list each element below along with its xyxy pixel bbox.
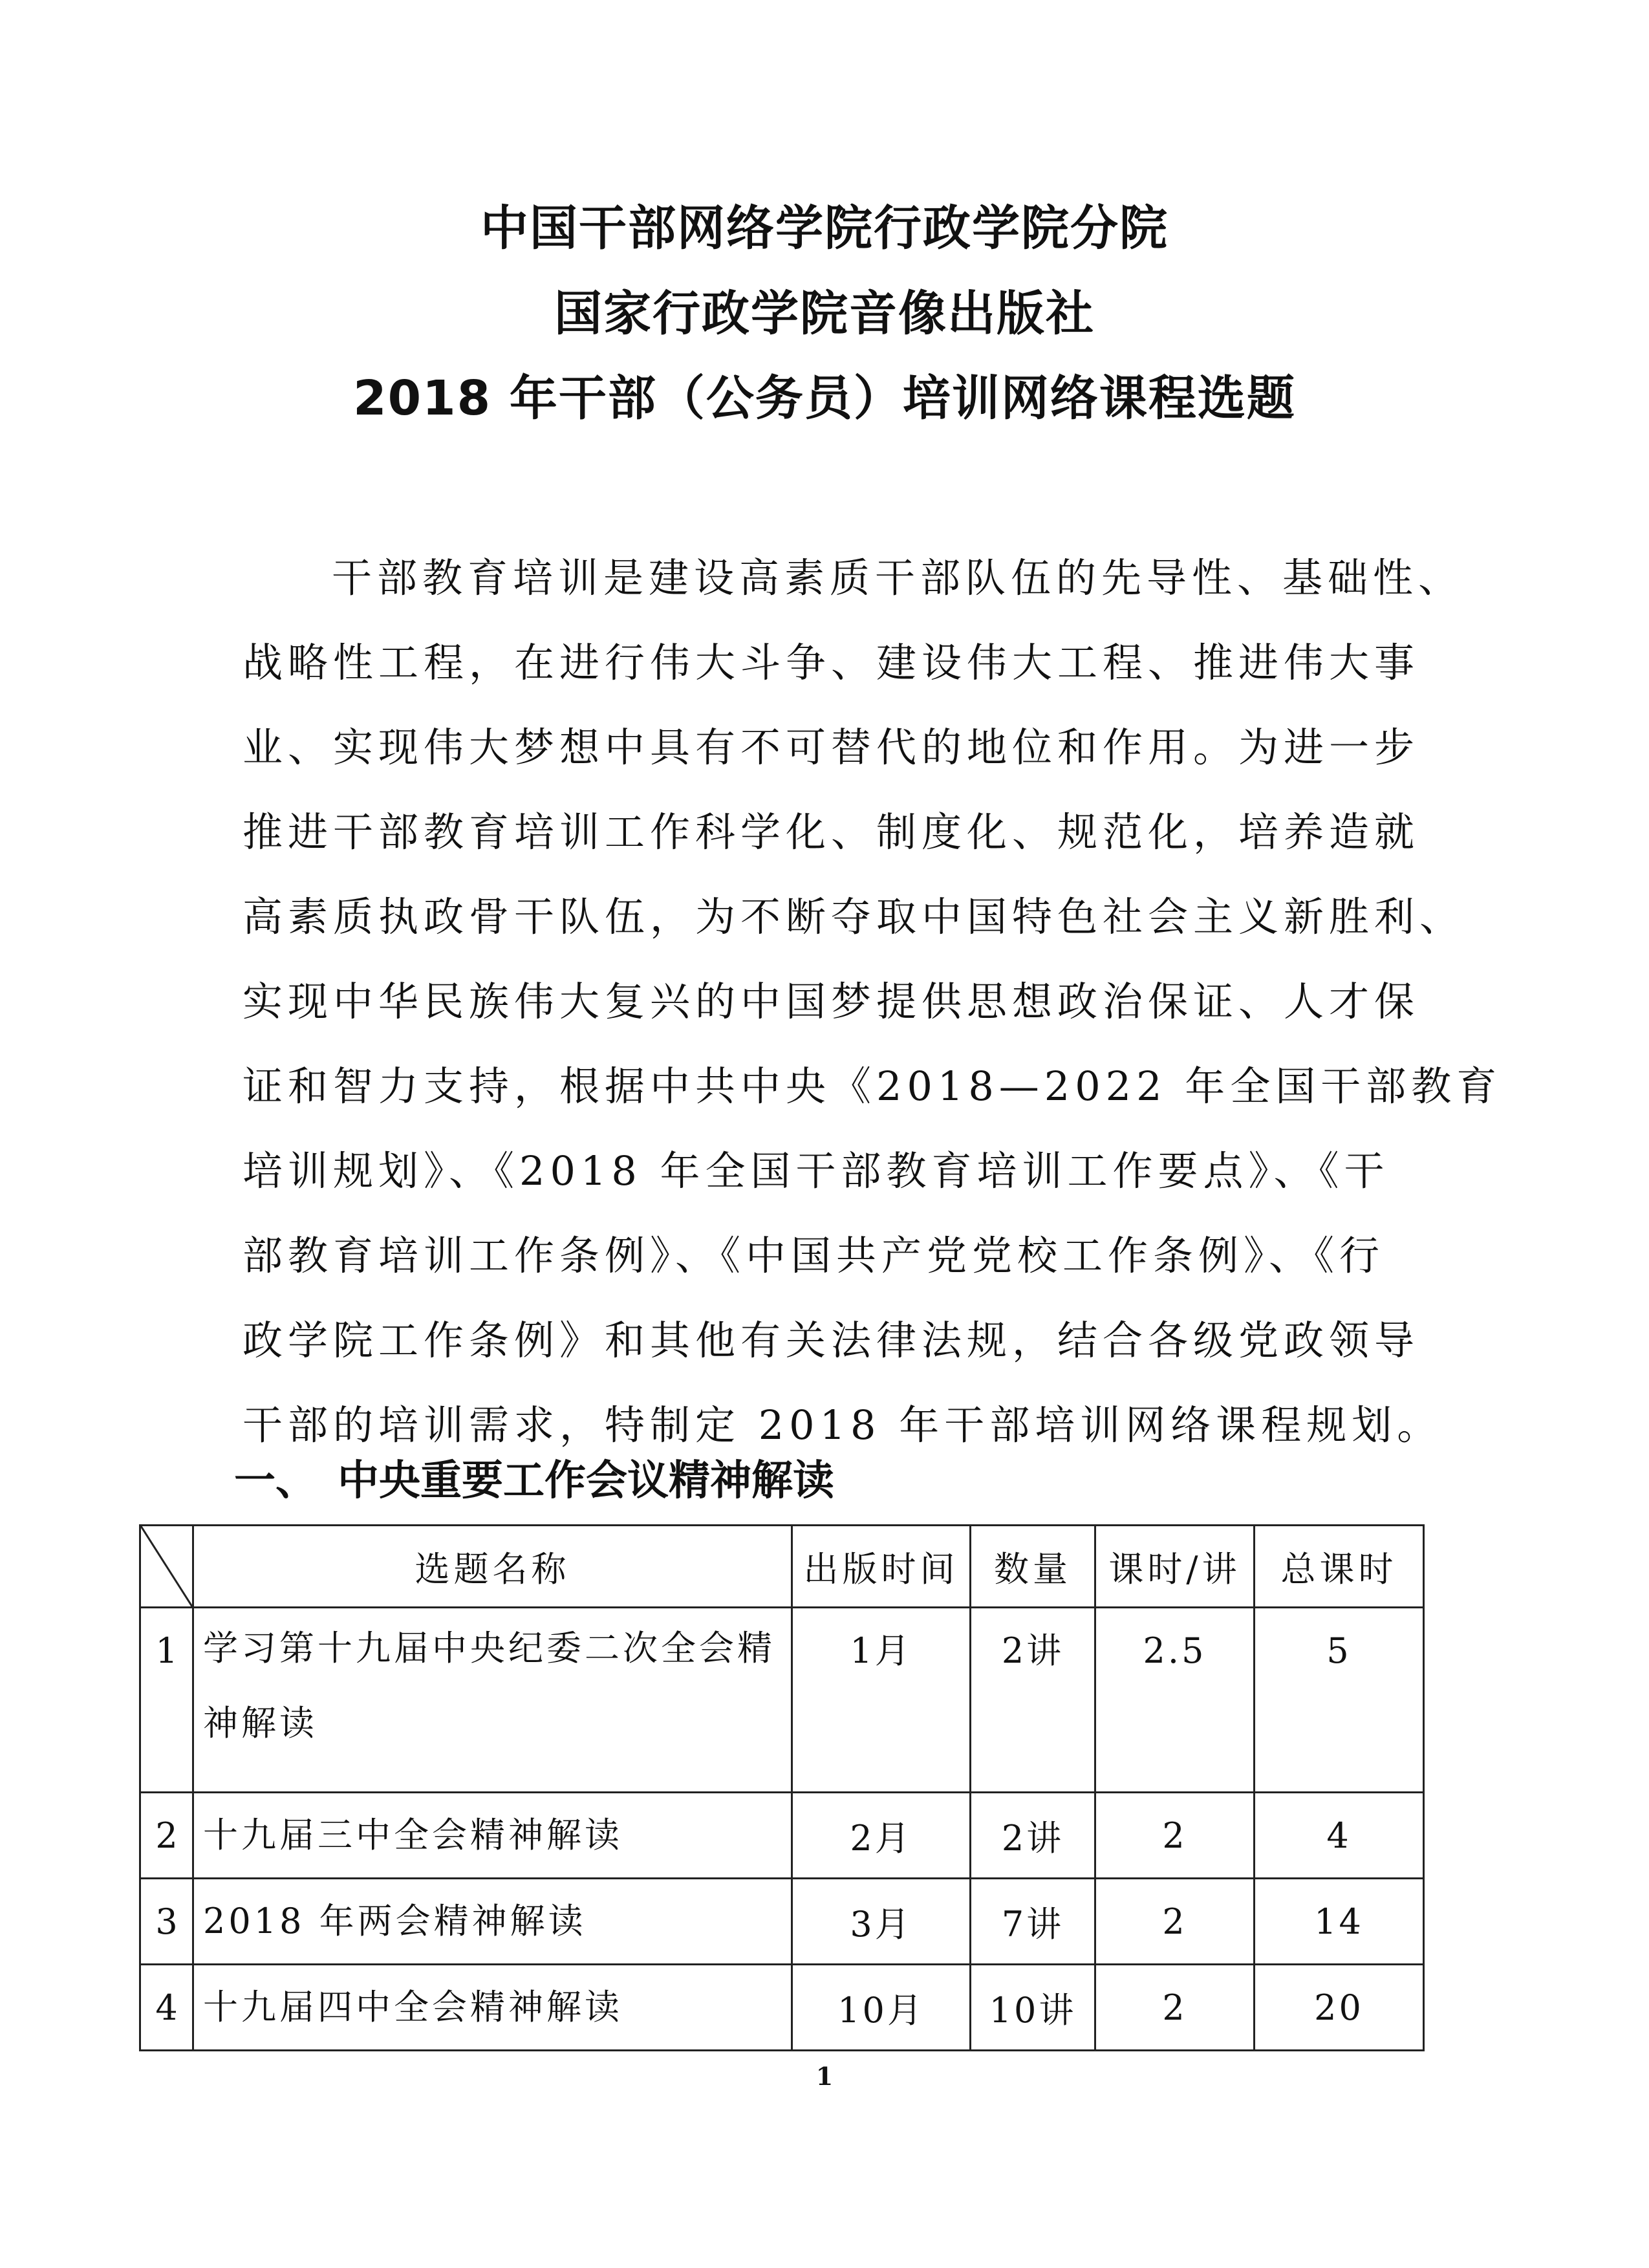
intro-line: 培训规划》、《2018 年全国干部教育培训工作要点》、《干 bbox=[242, 1147, 1390, 1194]
intro-paragraph bbox=[242, 535, 1502, 1467]
table-row bbox=[140, 1608, 1424, 1793]
course-table bbox=[139, 1524, 1425, 2051]
table-header-row bbox=[140, 1526, 1424, 1608]
table-row bbox=[140, 1793, 1424, 1879]
row-hours-per: 2.5 bbox=[1095, 1608, 1255, 1793]
intro-line: 高素质执政骨干队伍，为不断夺取中国特色社会主义新胜利、 bbox=[242, 893, 1465, 940]
header-count: 数量 bbox=[971, 1526, 1095, 1608]
section-heading bbox=[234, 1457, 834, 1505]
intro-line: 战略性工程，在进行伟大斗争、建设伟大工程、推进伟大事 bbox=[242, 639, 1420, 686]
section-number: 一、 bbox=[234, 1457, 317, 1505]
header-name: 选题名称 bbox=[193, 1526, 792, 1608]
row-name: 十九届四中全会精神解读 bbox=[193, 1965, 792, 2051]
row-date: 3月 bbox=[792, 1879, 971, 1965]
intro-line: 业、实现伟大梦想中具有不可替代的地位和作用。为进一步 bbox=[242, 724, 1420, 771]
row-total: 20 bbox=[1255, 1965, 1424, 2051]
row-index: 3 bbox=[140, 1879, 193, 1965]
row-total: 4 bbox=[1255, 1793, 1424, 1879]
row-count: 2讲 bbox=[971, 1793, 1095, 1879]
row-name: 2018 年两会精神解读 bbox=[193, 1879, 792, 1965]
row-date: 2月 bbox=[792, 1793, 971, 1879]
row-total: 14 bbox=[1255, 1879, 1424, 1965]
intro-line: 实现中华民族伟大复兴的中国梦提供思想政治保证、人才保 bbox=[242, 978, 1420, 1025]
row-count: 10讲 bbox=[971, 1965, 1095, 2051]
row-hours-per: 2 bbox=[1095, 1879, 1255, 1965]
table-row bbox=[140, 1965, 1424, 2051]
title-line-2: 国家行政学院音像出版社 bbox=[554, 286, 1095, 341]
row-index: 1 bbox=[140, 1608, 193, 1793]
table-row bbox=[140, 1879, 1424, 1965]
section-title: 中央重要工作会议精神解读 bbox=[338, 1457, 834, 1505]
intro-line: 政学院工作条例》和其他有关法律法规，结合各级党政领导 bbox=[242, 1317, 1420, 1364]
title-line-1: 中国干部网络学院行政学院分院 bbox=[480, 200, 1169, 256]
intro-line: 干部教育培训是建设高素质干部队伍的先导性、基础性、 bbox=[332, 554, 1464, 601]
intro-line: 干部的培训需求，特制定 2018 年干部培训网络课程规划。 bbox=[242, 1401, 1443, 1449]
row-name: 十九届三中全会精神解读 bbox=[193, 1793, 792, 1879]
page-number: 1 bbox=[815, 2062, 834, 2091]
diagonal-line-icon bbox=[141, 1526, 192, 1606]
header-date: 出版时间 bbox=[792, 1526, 971, 1608]
row-date: 10月 bbox=[792, 1965, 971, 2051]
row-hours-per: 2 bbox=[1095, 1793, 1255, 1879]
intro-line: 部教育培训工作条例》、《中国共产党党校工作条例》、《行 bbox=[242, 1232, 1385, 1279]
row-count: 7讲 bbox=[971, 1879, 1095, 1965]
intro-line: 推进干部教育培训工作科学化、制度化、规范化，培养造就 bbox=[242, 808, 1420, 856]
row-index: 4 bbox=[140, 1965, 193, 2051]
row-name: 学习第十九届中央纪委二次全会精神解读 bbox=[193, 1608, 792, 1793]
title-line-3: 2018 年干部（公务员）培训网络课程选题 bbox=[353, 371, 1296, 426]
row-date: 1月 bbox=[792, 1608, 971, 1793]
header-total: 总课时 bbox=[1255, 1526, 1424, 1608]
header-hours-per: 课时/讲 bbox=[1095, 1526, 1255, 1608]
row-total: 5 bbox=[1255, 1608, 1424, 1793]
row-index: 2 bbox=[140, 1793, 193, 1879]
diagonal-header-cell bbox=[140, 1526, 193, 1608]
intro-line: 证和智力支持，根据中共中央《2018—2022 年全国干部教育 bbox=[242, 1063, 1502, 1110]
row-count: 2讲 bbox=[971, 1608, 1095, 1793]
row-hours-per: 2 bbox=[1095, 1965, 1255, 2051]
